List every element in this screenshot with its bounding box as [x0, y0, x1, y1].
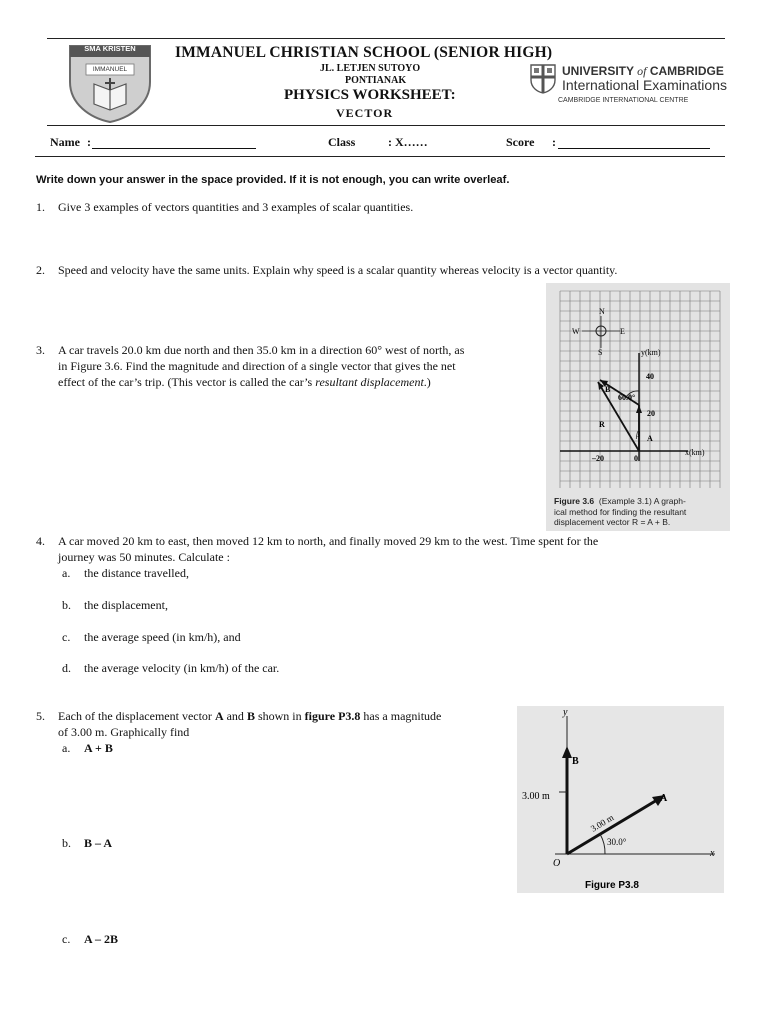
q5-B: B [246, 709, 255, 723]
class-value: : X…… [388, 135, 428, 149]
q5c-text: A – 2B [84, 932, 119, 946]
tick-40: 40 [646, 372, 654, 381]
p38-x-label: x [710, 848, 715, 859]
crest-name-text: IMMANUEL [92, 66, 128, 73]
p38-angle-label: 30.0° [607, 837, 627, 847]
q4c-label: c. [62, 630, 71, 644]
p38-vector-b-arrowhead [562, 746, 572, 758]
q3-line2: in Figure 3.6. Find the magnitude and direction of a single vector that gives the net [58, 359, 456, 373]
cambridge-university-of: of [637, 64, 647, 78]
q4a-label: a. [62, 566, 71, 580]
cambridge-centre: CAMBRIDGE INTERNATIONAL CENTRE [558, 97, 689, 104]
q3-line3-c: .) [423, 375, 431, 389]
compass-e: E [620, 327, 625, 336]
q4-number: 4. [36, 534, 45, 548]
vec-a-label: A [647, 434, 653, 443]
beta-label: β [636, 430, 640, 439]
instructions: Write down your answer in the space provided. If it is not enough, you can write overleaf. [36, 174, 510, 186]
q1-number: 1. [36, 200, 45, 214]
p38-tick-label: 3.00 m [522, 791, 550, 802]
worksheet-title: PHYSICS WORKSHEET: [284, 87, 456, 103]
q2-number: 2. [36, 263, 45, 277]
q5-A: A [214, 709, 224, 723]
cambridge-exams: International Examinations [562, 77, 727, 93]
caption-fig-title: Figure 3.6 [554, 496, 595, 506]
compass-n: N [599, 307, 605, 316]
compass-w: W [572, 327, 580, 336]
q2-text: Speed and velocity have the same units. Explain why speed is a scalar quantity whereas velocity is a vector quantity. [58, 263, 618, 277]
compass-s: S [598, 348, 603, 357]
q3-line3-term: resultant displacement [315, 375, 424, 389]
q5a-text: A + B [84, 741, 113, 755]
q5-number: 5. [36, 709, 45, 723]
q5b-label: b. [62, 836, 71, 850]
tick-neg20: –20 [592, 454, 604, 463]
crest-top-text: SMA KRISTEN [84, 44, 136, 53]
address-street: JL. LETJEN SUTOYO [320, 63, 421, 74]
score-field[interactable] [558, 148, 710, 149]
name-colon: : [87, 135, 91, 149]
x-axis-label: x(km) [685, 448, 705, 457]
cambridge-shield-icon [530, 64, 556, 94]
tick-0: 0 [634, 454, 638, 463]
q5b-text: B – A [84, 836, 113, 850]
q3-line3-a: effect of the car’s trip. (This vector is called the car’s [58, 375, 316, 389]
p38-y-label: y [563, 707, 568, 718]
p38-angle-arc [600, 834, 605, 854]
q3-number: 3. [36, 343, 45, 357]
score-label: Score [506, 135, 535, 149]
caption-line1: (Example 3.1) A graph- [598, 496, 686, 506]
name-field[interactable] [92, 148, 256, 149]
score-colon: : [552, 135, 556, 149]
angle-label: 60.0° [618, 393, 636, 402]
q4d-label: d. [62, 661, 71, 675]
q5-line2: of 3.00 m. Graphically find [58, 725, 190, 739]
vec-r-label: R [599, 420, 605, 429]
q5-l1a: Each of the displacement vector [58, 709, 215, 723]
q5-shown: shown in [254, 709, 305, 723]
q5-line1 [58, 709, 441, 725]
q4b-label: b. [62, 598, 71, 612]
cambridge-university-c: CAMBRIDGE [649, 64, 724, 78]
q4b-text: the displacement, [84, 598, 168, 612]
worksheet-topic: VECTOR [336, 106, 394, 120]
figure-p3-8-graph [517, 706, 724, 893]
school-crest [66, 42, 154, 124]
figure-3-6-caption [554, 496, 726, 528]
p38-mag-label: 3.00 m [588, 812, 616, 834]
vec-b-label: B [605, 385, 611, 394]
header-bottom-rule [35, 156, 725, 157]
school-name: IMMANUEL CHRISTIAN SCHOOL (SENIOR HIGH) [175, 44, 553, 61]
q3-line1: A car travels 20.0 km due north and then 35.0 km in a direction 60° west of north, as [58, 343, 465, 357]
q5a-label: a. [62, 741, 71, 755]
q5-has: has a magnitude [360, 709, 442, 723]
header-top-rule [47, 38, 725, 39]
p38-b-label: B [572, 756, 579, 767]
q4-line1: A car moved 20 km to east, then moved 12 km to north, and finally moved 29 km to the west. Time spent for the [58, 534, 599, 548]
q4-line2: journey was 50 minutes. Calculate : [58, 550, 230, 564]
caption-line3: displacement vector R = A + B. [554, 517, 671, 527]
p38-caption: Figure P3.8 [585, 880, 639, 891]
q3-line3 [58, 375, 431, 391]
q4d-text: the average velocity (in km/h) of the car. [84, 661, 280, 675]
class-label: Class [328, 135, 356, 149]
figure-3-6-grid [560, 291, 720, 488]
figure-3-6-graph [546, 283, 730, 531]
q5-and: and [223, 709, 247, 723]
vector-a-arrowhead [636, 405, 642, 413]
y-axis-label: y(km) [641, 348, 661, 357]
address-city: PONTIANAK [345, 75, 407, 86]
q4a-text: the distance travelled, [84, 566, 189, 580]
p38-origin: O [553, 858, 561, 869]
name-label: Name [50, 135, 80, 149]
header-mid-rule [47, 125, 725, 126]
p38-a-label: A [660, 793, 668, 804]
q5-fig: figure P3.8 [304, 709, 361, 723]
tick-20: 20 [647, 409, 655, 418]
caption-line2: ical method for finding the resultant [554, 506, 687, 517]
q5c-label: c. [62, 932, 71, 946]
cambridge-university-a: UNIVERSITY [562, 64, 634, 78]
q1-text: Give 3 examples of vectors quantities and 3 examples of scalar quantities. [58, 200, 414, 214]
q4c-text: the average speed (in km/h), and [84, 630, 241, 644]
